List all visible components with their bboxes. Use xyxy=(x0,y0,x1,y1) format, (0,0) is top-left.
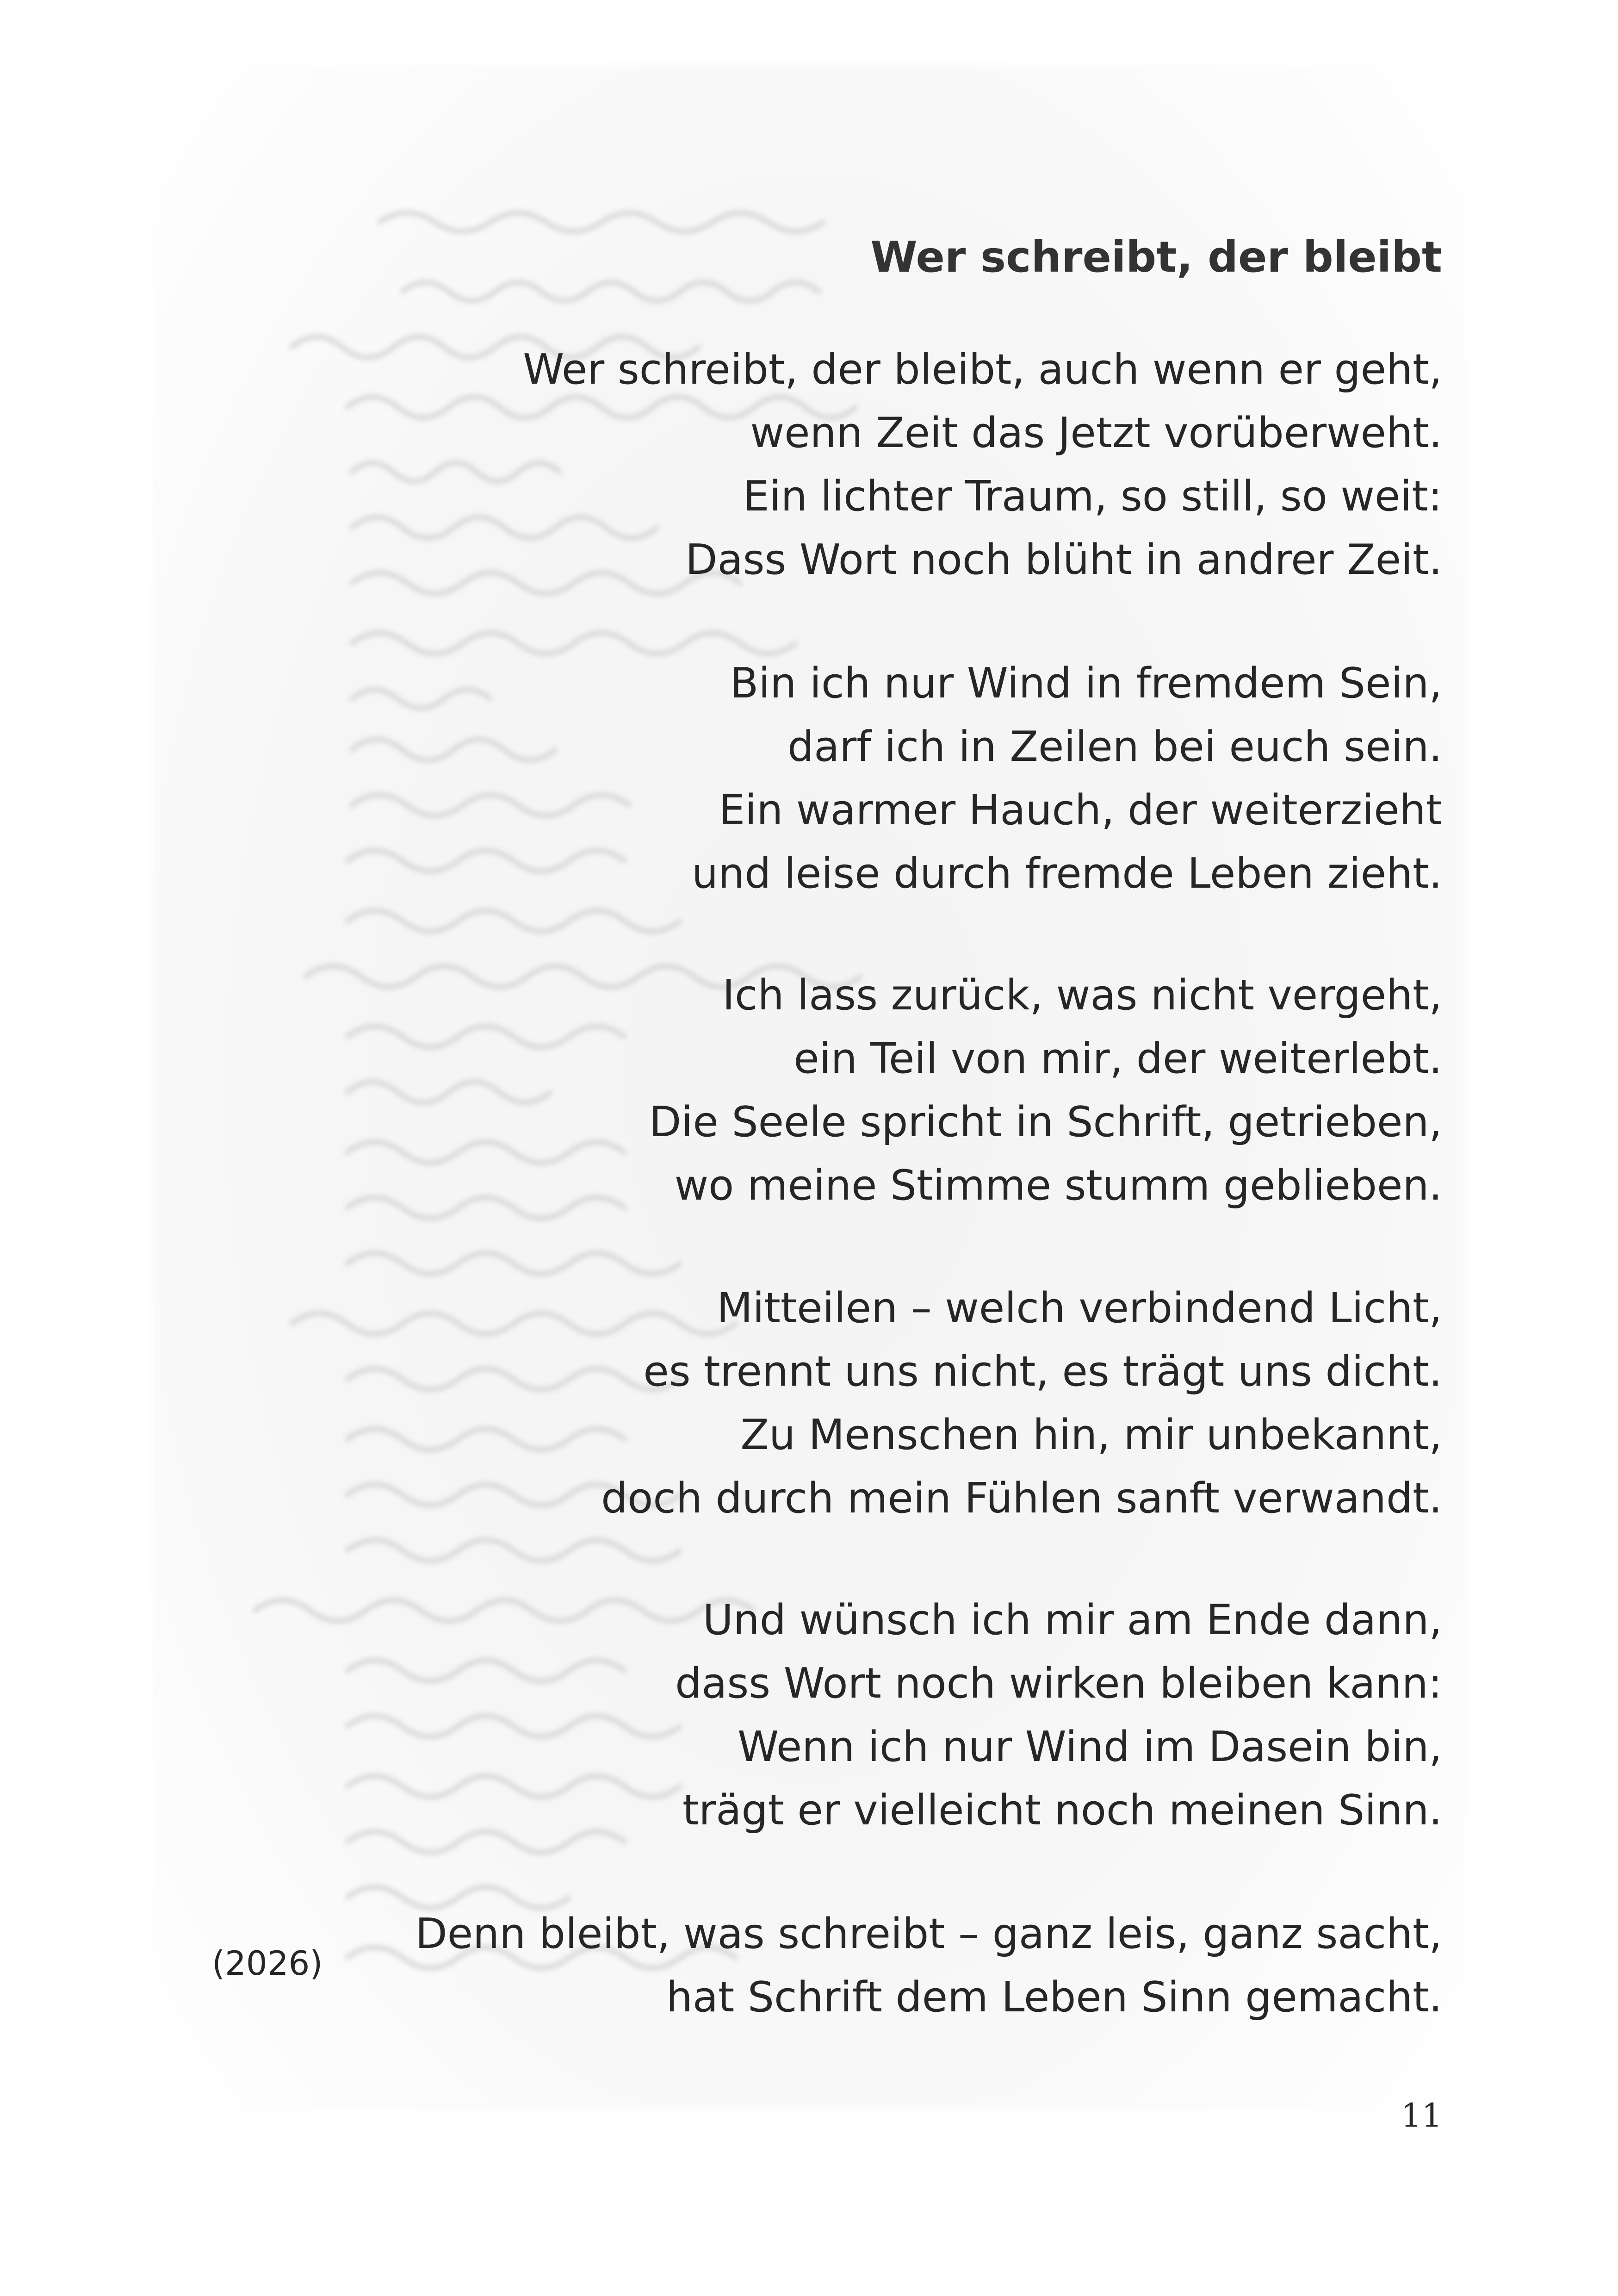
poem-line: und leise durch fremde Leben zieht. xyxy=(692,849,1442,898)
poem-line: darf ich in Zeilen bei euch sein. xyxy=(787,722,1442,771)
poem-line: Dass Wort noch blüht in andrer Zeit. xyxy=(685,535,1442,584)
poem-line: Denn bleibt, was schreibt – ganz leis, ganz sacht, xyxy=(415,1910,1442,1958)
poem-stanza-5 xyxy=(675,1588,1442,1842)
poem-line: es trennt uns nicht, es trägt uns dicht. xyxy=(643,1347,1442,1396)
poem-line: doch durch mein Fühlen sanft verwandt. xyxy=(601,1474,1442,1523)
poem-stanza-2 xyxy=(692,652,1442,905)
poem-line: Mitteilen – welch verbindend Licht, xyxy=(716,1284,1442,1332)
poem-line: hat Schrift dem Leben Sinn gemacht. xyxy=(666,1973,1442,2022)
poem-line: Zu Menschen hin, mir unbekannt, xyxy=(740,1411,1442,1459)
page-number: 11 xyxy=(1401,2097,1442,2134)
poem-year: (2026) xyxy=(212,1944,323,1983)
poem-line: Ich lass zurück, was nicht vergeht, xyxy=(722,971,1442,1020)
poem-line: Wer schreibt, der bleibt, auch wenn er geht, xyxy=(523,345,1442,394)
poem-stanza-6 xyxy=(415,1902,1442,2029)
poem-title: Wer schreibt, der bleibt xyxy=(870,232,1442,282)
poem-line: Bin ich nur Wind in fremdem Sein, xyxy=(730,659,1442,708)
poem-line: wenn Zeit das Jetzt vorüberweht. xyxy=(750,409,1442,457)
poem-stanza-1 xyxy=(523,338,1442,591)
poem-stanza-3 xyxy=(649,964,1442,1217)
poem-line: Ein lichter Traum, so still, so weit: xyxy=(743,472,1442,521)
poem-line: trägt er vielleicht noch meinen Sinn. xyxy=(682,1786,1442,1835)
poem-stanza-4 xyxy=(601,1276,1442,1530)
poem-line: dass Wort noch wirken bleiben kann: xyxy=(675,1659,1442,1708)
poem-line: Wenn ich nur Wind im Dasein bin, xyxy=(738,1723,1442,1771)
poem-line: Die Seele spricht in Schrift, getrieben, xyxy=(649,1098,1442,1146)
poem-line: ein Teil von mir, der weiterlebt. xyxy=(794,1034,1442,1083)
poem-line: Ein warmer Hauch, der weiterzieht xyxy=(719,786,1442,834)
poem-line: wo meine Stimme stumm geblieben. xyxy=(674,1161,1442,1210)
poem-line: Und wünsch ich mir am Ende dann, xyxy=(702,1596,1442,1644)
